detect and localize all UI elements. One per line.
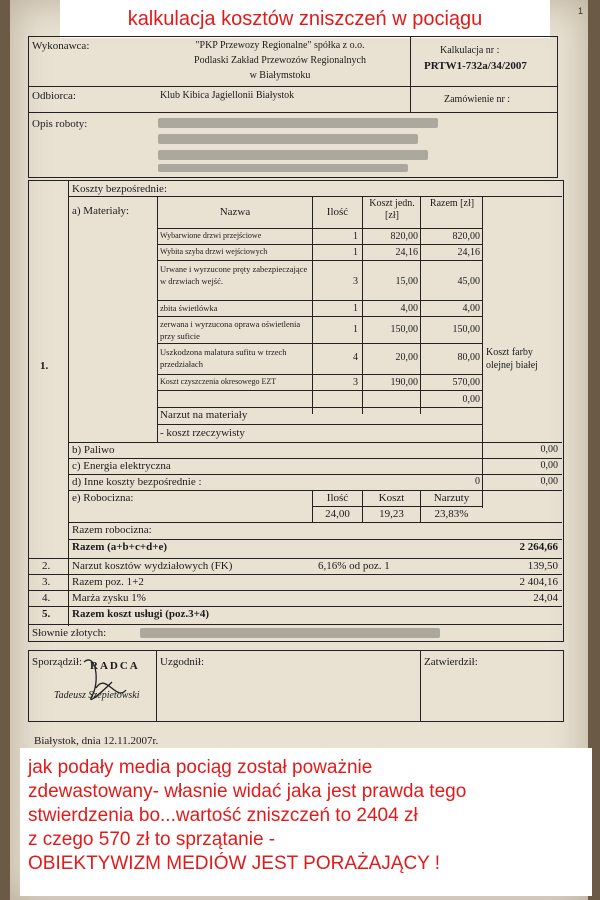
- redacted-text: [158, 118, 438, 128]
- summary-number: 5.: [42, 608, 51, 620]
- col-nazwa-header: Nazwa: [219, 206, 251, 218]
- wykonawca-line-1: "PKP Przewozy Regionalne" spółka z o.o.: [195, 40, 365, 51]
- zatwierdzil-label: Zatwierdził:: [424, 656, 478, 668]
- redacted-text: [158, 134, 418, 144]
- paliwo-value: 0,00: [540, 444, 558, 455]
- summary-extra: 6,16% od poz. 1: [318, 560, 390, 572]
- redacted-text: [158, 150, 428, 160]
- rob-col-narzuty: Narzuty: [433, 492, 470, 504]
- koszty-label: Koszty bezpośrednie:: [72, 183, 167, 195]
- item-total: 45,00: [457, 276, 480, 287]
- item-unit-cost: 20,00: [395, 352, 418, 363]
- item-total: 570,00: [452, 377, 480, 388]
- summary-number: 3.: [42, 576, 51, 588]
- signature-icon: [56, 652, 156, 712]
- section-number: 1.: [40, 360, 49, 372]
- koszt-rzeczywisty-label: - koszt rzeczywisty: [160, 427, 245, 439]
- rob-ilosc: 24,00: [325, 508, 350, 520]
- redacted-text: [158, 164, 408, 172]
- opis-label: Opis roboty:: [32, 118, 88, 130]
- caption-line: stwierdzenia bo...wartość zniszczeń to 2404 zł: [28, 805, 418, 826]
- kalkulacja-label: Kalkulacja nr :: [440, 45, 500, 56]
- wykonawca-line-2: Podlaski Zakład Przewozów Regionalnych: [194, 55, 366, 66]
- item-unit-cost: 24,16: [395, 247, 418, 258]
- rob-col-koszt: Koszt: [378, 492, 405, 504]
- item-name: Uszkodzona malatura sufitu w trzech przedziałach: [160, 347, 287, 369]
- summary-value: 24,04: [533, 592, 558, 604]
- item-name: Koszt czyszczenia okresowego EZT: [160, 377, 277, 386]
- uzgodnil-label: Uzgodnił:: [160, 656, 204, 668]
- paint-note: Koszt farby olejnej białej: [486, 347, 538, 371]
- summary-value: 2 404,16: [519, 576, 558, 588]
- wykonawca-line-3: w Białymstoku: [249, 70, 311, 81]
- inne-mid-value: 0: [475, 476, 480, 487]
- top-caption: kalkulacja kosztów zniszczeń w pociągu: [60, 0, 550, 38]
- summary-label: Razem poz. 1+2: [72, 576, 144, 588]
- materialy-label: a) Materiały:: [72, 205, 130, 217]
- slownie-label: Słownie złotych:: [32, 627, 107, 639]
- odbiorca-label: Odbiorca:: [32, 90, 76, 102]
- item-qty: 1: [353, 231, 358, 242]
- item-qty: 3: [353, 276, 358, 287]
- item-unit-cost: 150,00: [390, 324, 418, 335]
- item-unit-cost: 190,00: [390, 377, 418, 388]
- item-unit-cost: 820,00: [390, 231, 418, 242]
- rob-narzuty: 23,83%: [434, 508, 469, 520]
- item-total: 24,16: [457, 247, 480, 258]
- rob-koszt: 19,23: [379, 508, 404, 520]
- summary-number: 2.: [42, 560, 51, 572]
- robocizna-label: e) Robocizna:: [72, 492, 134, 504]
- caption-line: zdewastowany- własnie widać jaka jest prawda tego: [28, 781, 467, 802]
- item-name: zerwana i wyrzucona oprawa oświetlenia przy suficie: [160, 319, 301, 341]
- zamowienie-label: Zamówienie nr :: [444, 94, 511, 105]
- summary-label: Razem koszt usługi (poz.3+4): [72, 608, 210, 620]
- col-koszt-header: Koszt jedn. [zł]: [369, 198, 415, 221]
- inne-label: d) Inne koszty bezpośrednie :: [72, 476, 202, 488]
- item-total: 80,00: [457, 352, 480, 363]
- energia-value: 0,00: [540, 460, 558, 471]
- item-qty: 1: [353, 324, 358, 335]
- item-name: Wybita szyba drzwi wejściowych: [160, 247, 268, 256]
- item-qty: 1: [353, 247, 358, 258]
- bottom-caption: [20, 748, 592, 896]
- razem-value: 2 264,66: [519, 541, 558, 553]
- col-ilosc-header: Ilość: [326, 206, 349, 218]
- item-qty: 3: [353, 377, 358, 388]
- paliwo-label: b) Paliwo: [72, 444, 115, 456]
- cost-table: [28, 180, 564, 642]
- summary-number: 4.: [42, 592, 51, 604]
- wykonawca-label: Wykonawca:: [32, 40, 90, 52]
- caption-line: OBIEKTYWIZM MEDIÓW JEST PORAŻAJĄCY !: [28, 853, 441, 874]
- summary-value: 139,50: [527, 560, 558, 572]
- item-name: Urwane i wyrzucone pręty zabezpieczające w drzwiach wejść.: [160, 264, 308, 286]
- stamp-name: Tadeusz Szepietowski: [54, 690, 140, 701]
- item-name: Wybarwione drzwi przejściowe: [160, 231, 262, 240]
- razem-label: Razem (a+b+c+d+e): [72, 541, 168, 553]
- inne-value: 0,00: [540, 476, 558, 487]
- razem-robocizna-label: Razem robocizna:: [72, 524, 152, 536]
- stamp-title: RADCA: [90, 660, 140, 672]
- col-razem-header: Razem [zł]: [429, 198, 475, 209]
- caption-line: z czego 570 zł to sprzątanie -: [28, 829, 276, 850]
- item-qty: 1: [353, 303, 358, 314]
- energia-label: c) Energia elektryczna: [72, 460, 171, 472]
- odbiorca-value: Klub Kibica Jagiellonii Białystok: [160, 90, 295, 101]
- page-number: 1: [578, 6, 584, 16]
- caption-line: jak podały media pociąg został poważnie: [28, 757, 373, 778]
- redacted-text: [140, 628, 440, 638]
- item-name: zbita świetlówka: [160, 303, 218, 313]
- narzut-label: Narzut na materiały: [160, 409, 248, 421]
- materials-sum: 0,00: [462, 394, 480, 405]
- rob-col-ilosc: Ilość: [326, 492, 349, 504]
- item-unit-cost: 4,00: [400, 303, 418, 314]
- item-total: 820,00: [452, 231, 480, 242]
- summary-label: Marża zysku 1%: [72, 592, 146, 604]
- item-total: 150,00: [452, 324, 480, 335]
- summary-label: Narzut kosztów wydziałowych (FK): [72, 560, 233, 572]
- place-date: Białystok, dnia 12.11.2007r.: [34, 735, 159, 747]
- item-total: 4,00: [462, 303, 480, 314]
- kalkulacja-number: PRTW1-732a/34/2007: [424, 60, 527, 72]
- item-unit-cost: 15,00: [395, 276, 418, 287]
- item-qty: 4: [353, 352, 358, 363]
- sporzadzil-label: Sporządził:: [32, 656, 83, 668]
